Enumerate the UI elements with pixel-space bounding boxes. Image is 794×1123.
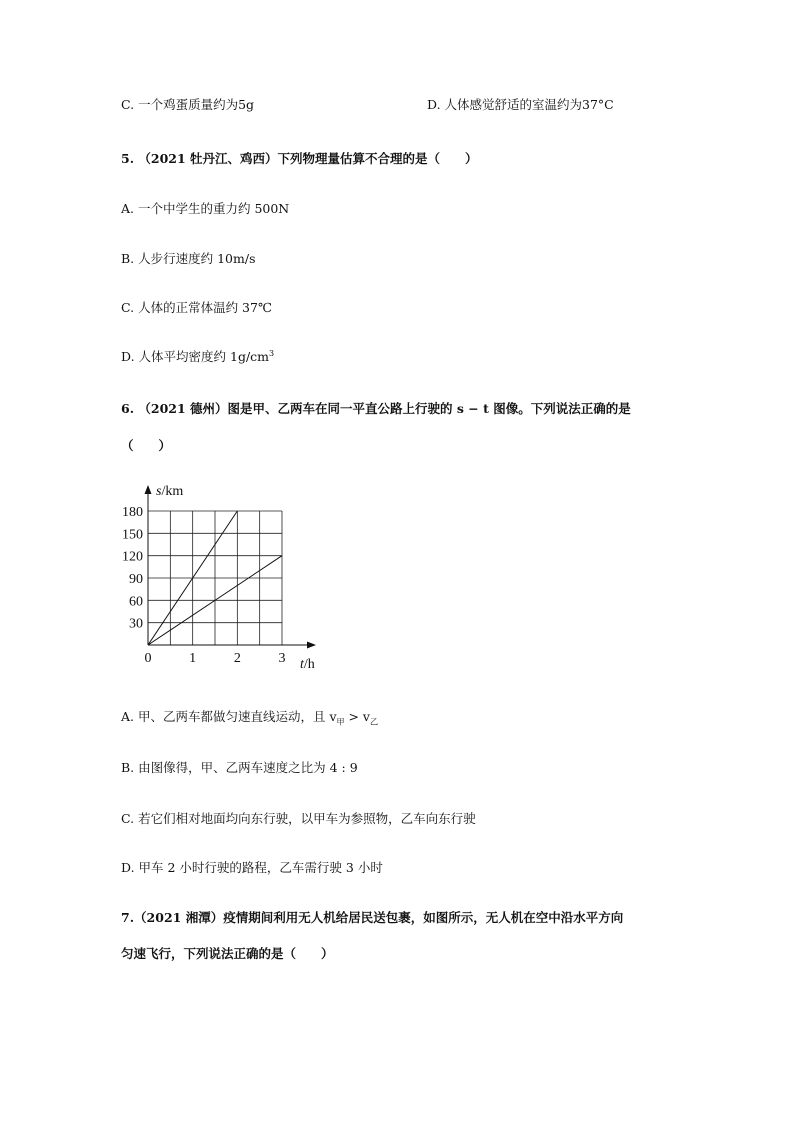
option-d-prev: D. 人体感觉舒适的室温约为37°C bbox=[427, 97, 614, 112]
x-tick-label: 1 bbox=[189, 651, 197, 666]
x-tick-label: 3 bbox=[278, 651, 286, 666]
y-tick-label: 90 bbox=[129, 572, 143, 587]
option-c-prev: C. 一个鸡蛋质量约为5g bbox=[121, 97, 255, 112]
y-tick-label: 150 bbox=[122, 527, 143, 543]
y-axis-arrow bbox=[145, 485, 152, 494]
question-5-option-c: C. 人体的正常体温约 37℃ bbox=[121, 300, 272, 315]
y-tick-label: 30 bbox=[129, 616, 143, 632]
option-a-text: A. 甲、乙两车都做匀速直线运动，且 v bbox=[121, 709, 337, 724]
option-a-sub-jia: 甲 bbox=[336, 717, 345, 727]
option-d-superscript: 3 bbox=[269, 348, 275, 358]
question-7-line-2: 匀速飞行，下列说法正确的是（ ） bbox=[121, 946, 334, 961]
x-axis-label: t/h bbox=[300, 657, 315, 672]
x-axis-arrow bbox=[307, 642, 316, 649]
option-a-sub-yi: 乙 bbox=[370, 717, 378, 727]
question-5-stem: 5. （2021 牡丹江、鸡西）下列物理量估算不合理的是（ ） bbox=[121, 151, 478, 166]
question-6-stem-continued: （ ） bbox=[121, 438, 172, 453]
y-tick-label: 60 bbox=[129, 594, 143, 610]
question-6-option-a bbox=[121, 709, 378, 725]
question-7-line-1: 7.（2021 湘潭）疫情期间利用无人机给居民送包裹，如图所示，无人机在空中沿水平方向 bbox=[121, 910, 624, 925]
x-tick-label: 2 bbox=[233, 651, 241, 666]
question-5-option-b: B. 人步行速度约 10m/s bbox=[121, 251, 256, 266]
y-axis-label: s/km bbox=[156, 484, 184, 499]
origin-label: 0 bbox=[144, 651, 152, 666]
question-6-stem: 6. （2021 德州）图是甲、乙两车在同一平直公路上行驶的 s − t 图像。下列说法正确的是 bbox=[121, 401, 631, 416]
question-6-option-c: C. 若它们相对地面均向东行驶，以甲车为参照物，乙车向东行驶 bbox=[121, 811, 476, 826]
option-d-text: D. 人体平均密度约 1g/cm bbox=[121, 349, 270, 364]
option-a-mid: > v bbox=[344, 709, 370, 724]
s-t-chart bbox=[110, 478, 330, 673]
question-6-option-b: B. 由图像得，甲、乙两车速度之比为 4 : 9 bbox=[121, 760, 358, 775]
y-tick-label: 120 bbox=[122, 549, 143, 565]
chart-grid bbox=[148, 511, 282, 645]
question-5-option-d bbox=[121, 349, 274, 365]
question-5-option-a: A. 一个中学生的重力约 500N bbox=[121, 201, 290, 216]
y-tick-label: 180 bbox=[122, 505, 143, 520]
question-6-option-d: D. 甲车 2 小时行驶的路程，乙车需行驶 3 小时 bbox=[121, 860, 383, 875]
